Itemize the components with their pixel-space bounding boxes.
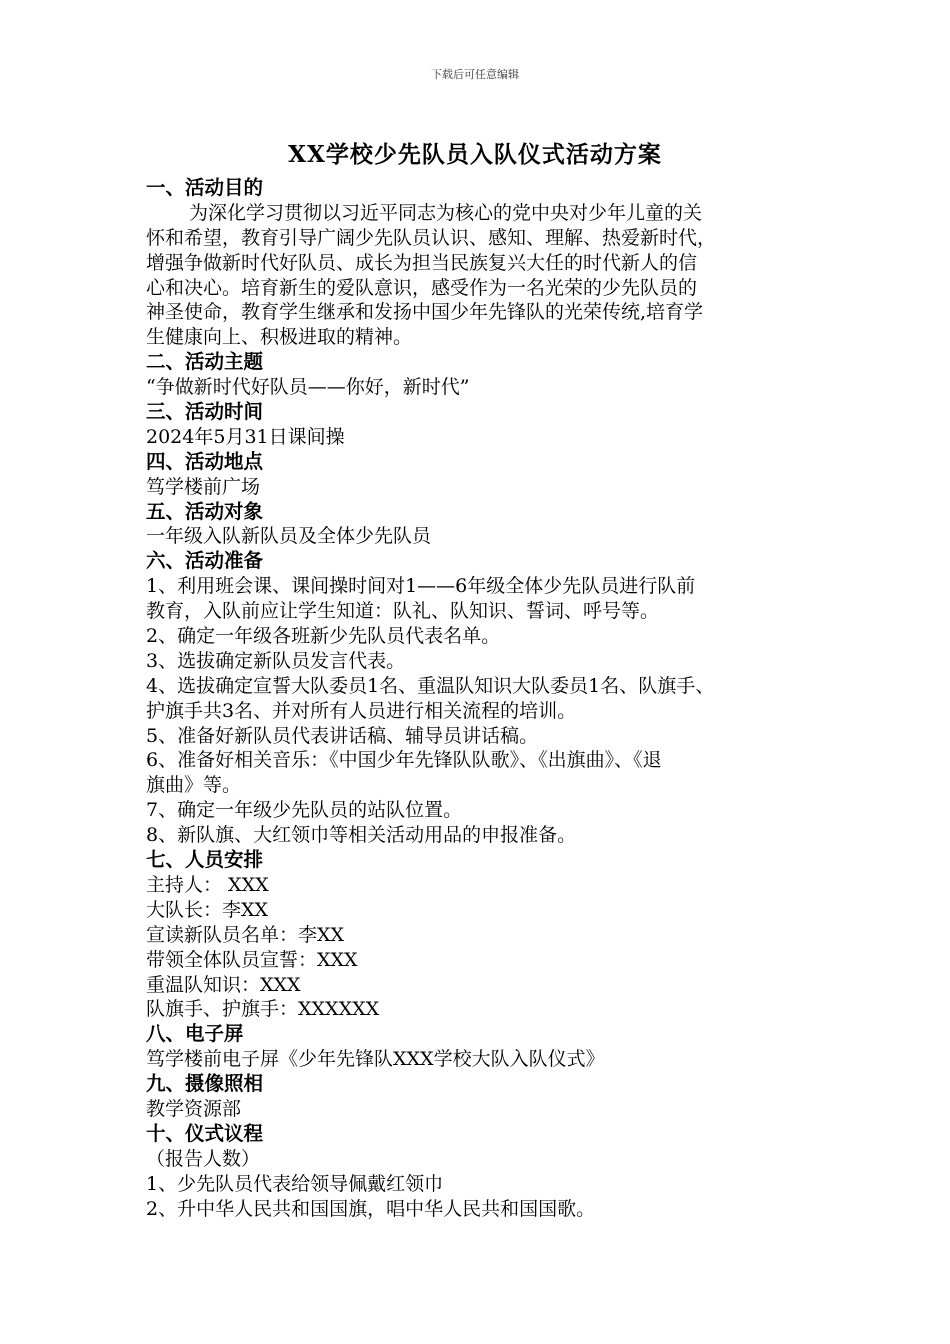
body-line: 神圣使命，教育学生继承和发扬中国少年先锋队的光荣传统,培育学 (146, 301, 704, 324)
body-line: 教育，入队前应让学生知道：队礼、队知识、誓词、呼号等。 (146, 600, 660, 623)
section-heading: 六、活动准备 (146, 549, 264, 573)
body-line: 生健康向上、积极进取的精神。 (146, 326, 413, 349)
body-line: “争做新时代好队员——你好，新时代” (146, 376, 470, 399)
body-line: 笃学楼前广场 (146, 475, 261, 498)
section-heading: 十、仪式议程 (146, 1121, 264, 1145)
body-line: 6、准备好相关音乐：《中国少年先锋队队歌》、《出旗曲》、《退 (146, 749, 662, 772)
section-heading: 九、摄像照相 (146, 1072, 264, 1096)
body-line: 2024年5月31日课间操 (146, 425, 345, 448)
body-line: 一年级入队新队员及全体少先队员 (146, 525, 432, 548)
section-heading: 八、电子屏 (146, 1022, 244, 1046)
header-note: 下载后可任意编辑 (431, 68, 519, 81)
body-line: 3、选拔确定新队员发言代表。 (146, 649, 406, 672)
body-line: 大队长：李XX (146, 898, 269, 921)
section-heading: 五、活动对象 (146, 499, 264, 523)
body-line: 宣读新队员名单：李XX (146, 923, 345, 946)
section-heading: 二、活动主题 (146, 350, 264, 374)
body-line: 笃学楼前电子屏《少年先锋队XXX学校大队入队仪式》 (146, 1048, 605, 1071)
body-line: 带领全体队员宣誓：XXX (146, 948, 358, 971)
body-line: 4、选拔确定宣誓大队委员1名、重温队知识大队委员1名、队旗手、 (146, 674, 715, 697)
section-heading: 七、人员安排 (146, 848, 264, 872)
body-line: 增强争做新时代好队员、成长为担当民族复兴大任的时代新人的信 (146, 251, 698, 274)
body-line: 1、利用班会课、课间操时间对1——6年级全体少先队员进行队前 (146, 575, 696, 598)
document-body (146, 176, 836, 1221)
body-line: 护旗手共3名、并对所有人员进行相关流程的培训。 (146, 699, 577, 722)
body-line: 心和决心。培育新生的爱队意识，感受作为一名光荣的少先队员的 (146, 276, 698, 299)
body-line: 怀和希望，教育引导广阔少先队员认识、感知、理解、热爱新时代， (146, 226, 717, 249)
section-heading: 一、活动目的 (146, 176, 264, 199)
body-line: 2、确定一年级各班新少先队员代表名单。 (146, 625, 501, 648)
body-line: 为深化学习贯彻以习近平同志为核心的党中央对少年儿童的关 (189, 201, 703, 224)
section-heading: 四、活动地点 (146, 449, 264, 473)
body-line: 5、准备好新队员代表讲话稿、辅导员讲话稿。 (146, 724, 539, 747)
section-heading: 三、活动时间 (146, 400, 264, 424)
body-line: （报告人数） (146, 1147, 261, 1170)
body-line: 重温队知识：XXX (146, 973, 301, 996)
body-line: 2、升中华人民共和国国旗，唱中华人民共和国国歌。 (146, 1197, 596, 1220)
body-line: 8、新队旗、大红领巾等相关活动用品的申报准备。 (146, 824, 577, 847)
body-line: 7、确定一年级少先队员的站队位置。 (146, 799, 463, 822)
body-line: 主持人： XXX (146, 873, 269, 896)
body-line: 旗曲》等。 (146, 774, 242, 797)
body-line: 1、少先队员代表给领导佩戴红领巾 (146, 1172, 444, 1195)
body-line: 队旗手、护旗手：XXXXXX (146, 998, 380, 1021)
document-title: XX学校少先队员入队仪式活动方案 (288, 141, 662, 168)
body-line: 教学资源部 (146, 1097, 242, 1120)
